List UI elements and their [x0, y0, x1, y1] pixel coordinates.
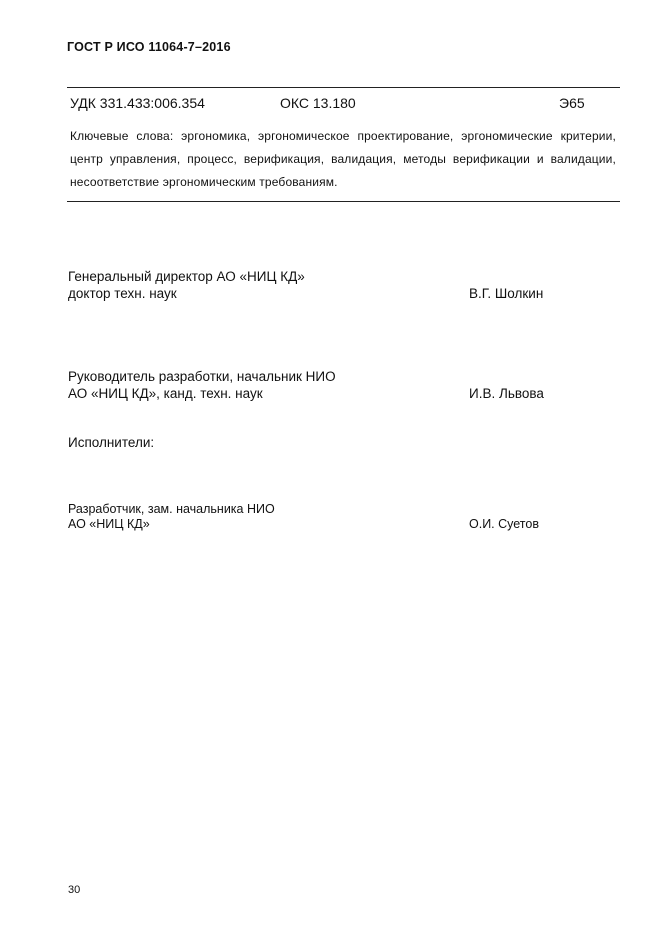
- signatory-1-title: Генеральный директор АО «НИЦ КД»: [68, 269, 305, 284]
- signatory-2-title: Руководитель разработки, начальник НИО: [68, 369, 336, 384]
- bottom-divider: [67, 201, 620, 202]
- developer-name: О.И. Суетов: [469, 517, 539, 531]
- signatory-2-name: И.В. Львова: [469, 386, 544, 401]
- top-divider: [67, 87, 620, 88]
- signatory-1-degree: доктор техн. наук: [68, 286, 177, 301]
- oks-code: ОКС 13.180: [280, 95, 356, 111]
- keywords-paragraph: Ключевые слова: эргономика, эргономическое проектирование, эргономические критерии, центр управления, процесс, верификация, валидация, методы верификации и валидации, несоответствие эргономическим требованиям.: [70, 129, 616, 189]
- page-number: 30: [68, 884, 81, 896]
- signatory-1-name: В.Г. Шолкин: [469, 286, 544, 301]
- developer-organization: АО «НИЦ КД»: [68, 517, 150, 531]
- udk-code: УДК 331.433:006.354: [70, 95, 205, 111]
- classification-code: Э65: [559, 95, 585, 111]
- performers-label: Исполнители:: [68, 435, 155, 450]
- standard-code-header: ГОСТ Р ИСО 11064-7–2016: [67, 40, 231, 54]
- developer-title: Разработчик, зам. начальника НИО: [68, 502, 275, 516]
- signatory-2-degree: АО «НИЦ КД», канд. техн. наук: [68, 386, 263, 401]
